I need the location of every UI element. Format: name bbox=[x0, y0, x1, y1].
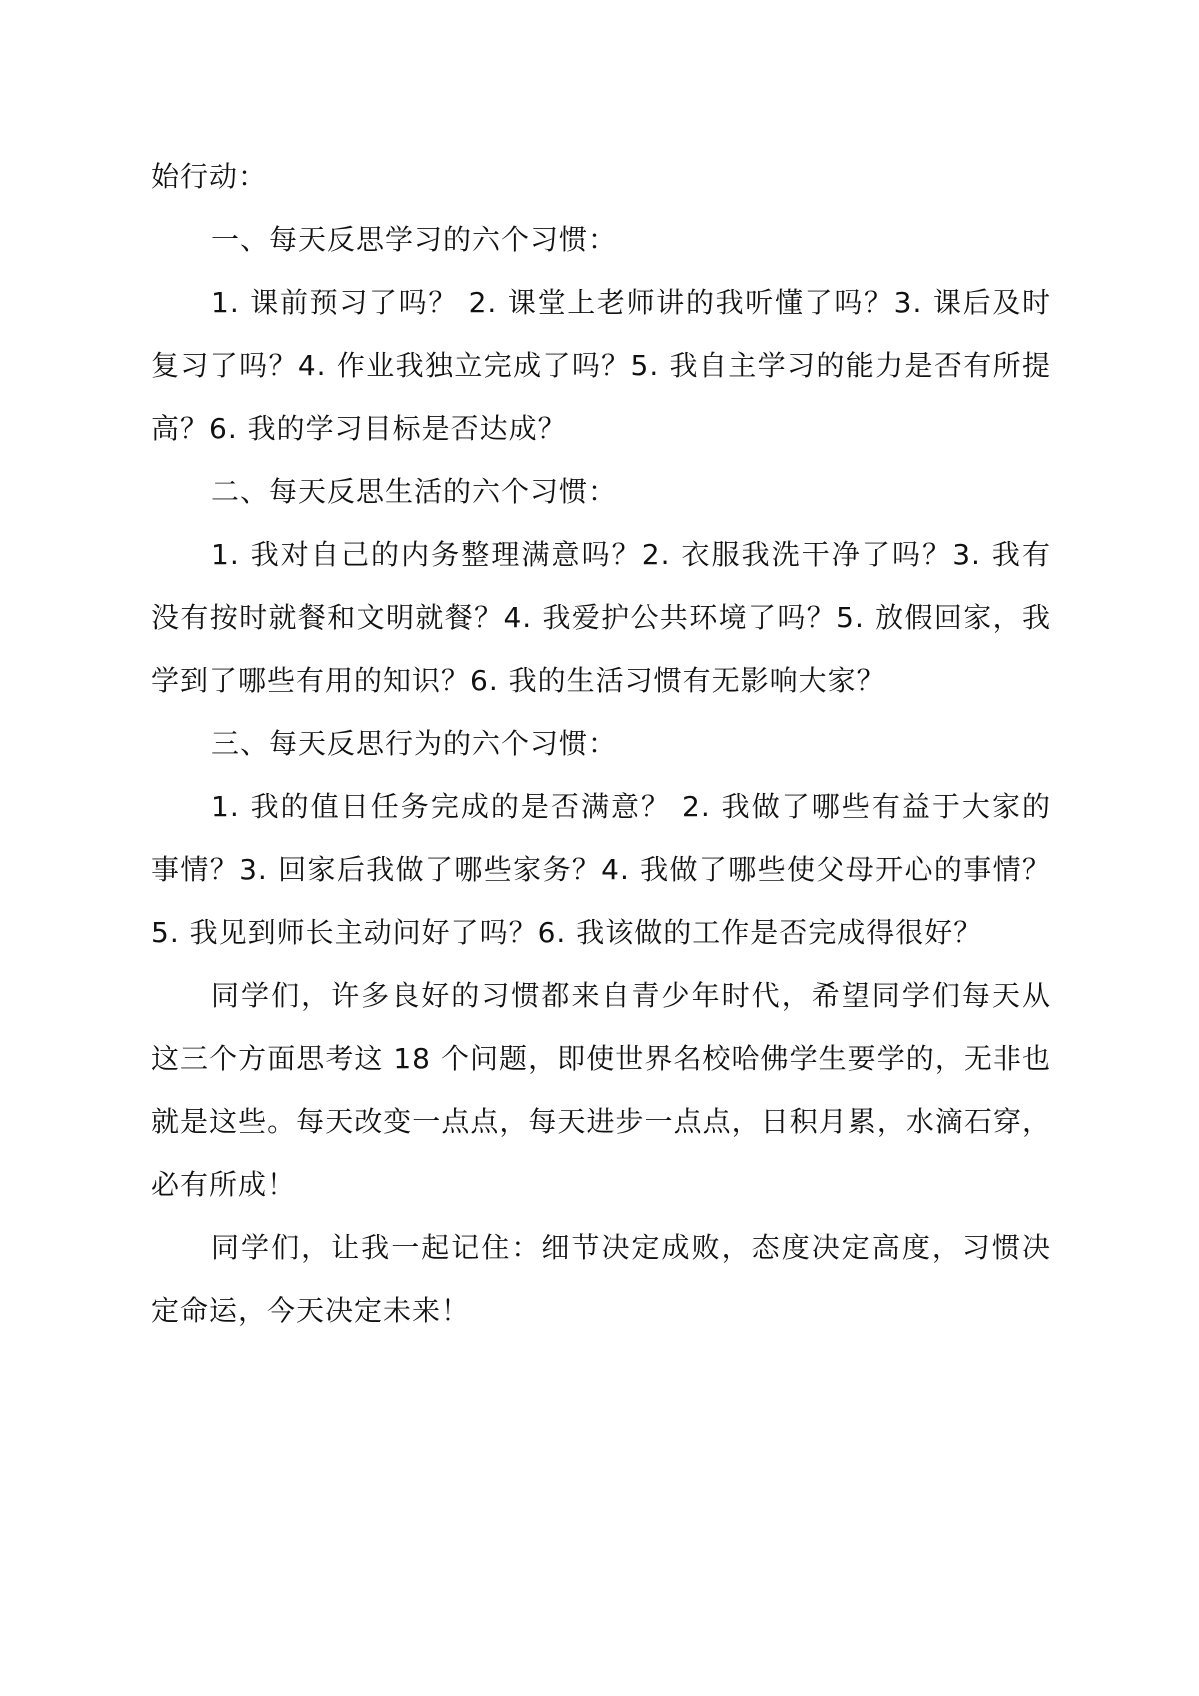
paragraph-life-questions: 1. 我对自己的内务整理满意吗？2. 衣服我洗干净了吗？3. 我有没有按时就餐和文明就餐？4. 我爱护公共环境了吗？5. 放假回家，我学到了哪些有用的知识？6. 我的生活习惯有无影响大家？ bbox=[151, 538, 1051, 697]
paragraph-closing: 同学们，让我一起记住：细节决定成败，态度决定高度，习惯决定命运，今天决定未来！ bbox=[151, 1231, 1051, 1327]
heading-study-habits: 一、每天反思学习的六个习惯： bbox=[211, 223, 618, 256]
heading-life-habits: 二、每天反思生活的六个习惯： bbox=[211, 475, 618, 508]
heading-behavior-habits: 三、每天反思行为的六个习惯： bbox=[211, 727, 618, 760]
paragraph-encouragement: 同学们，许多良好的习惯都来自青少年时代，希望同学们每天从这三个方面思考这 18 个问题，即使世界名校哈佛学生要学的，无非也就是这些。每天改变一点点，每天进步一点点，日积月累，水滴石穿，必有所成！ bbox=[151, 979, 1051, 1201]
document-body bbox=[151, 145, 1051, 1342]
paragraph-study-questions: 1. 课前预习了吗？ 2. 课堂上老师讲的我听懂了吗？3. 课后及时复习了吗？4. 作业我独立完成了吗？5. 我自主学习的能力是否有所提高？6. 我的学习目标是否达成？ bbox=[151, 286, 1051, 445]
paragraph-opening-fragment: 始行动： bbox=[151, 160, 268, 193]
paragraph-behavior-questions: 1. 我的值日任务完成的是否满意？ 2. 我做了哪些有益于大家的事情？3. 回家后我做了哪些家务？4. 我做了哪些使父母开心的事情？5. 我见到师长主动问好了吗？6. 我该做的工作是否完成得很好？ bbox=[151, 790, 1051, 949]
